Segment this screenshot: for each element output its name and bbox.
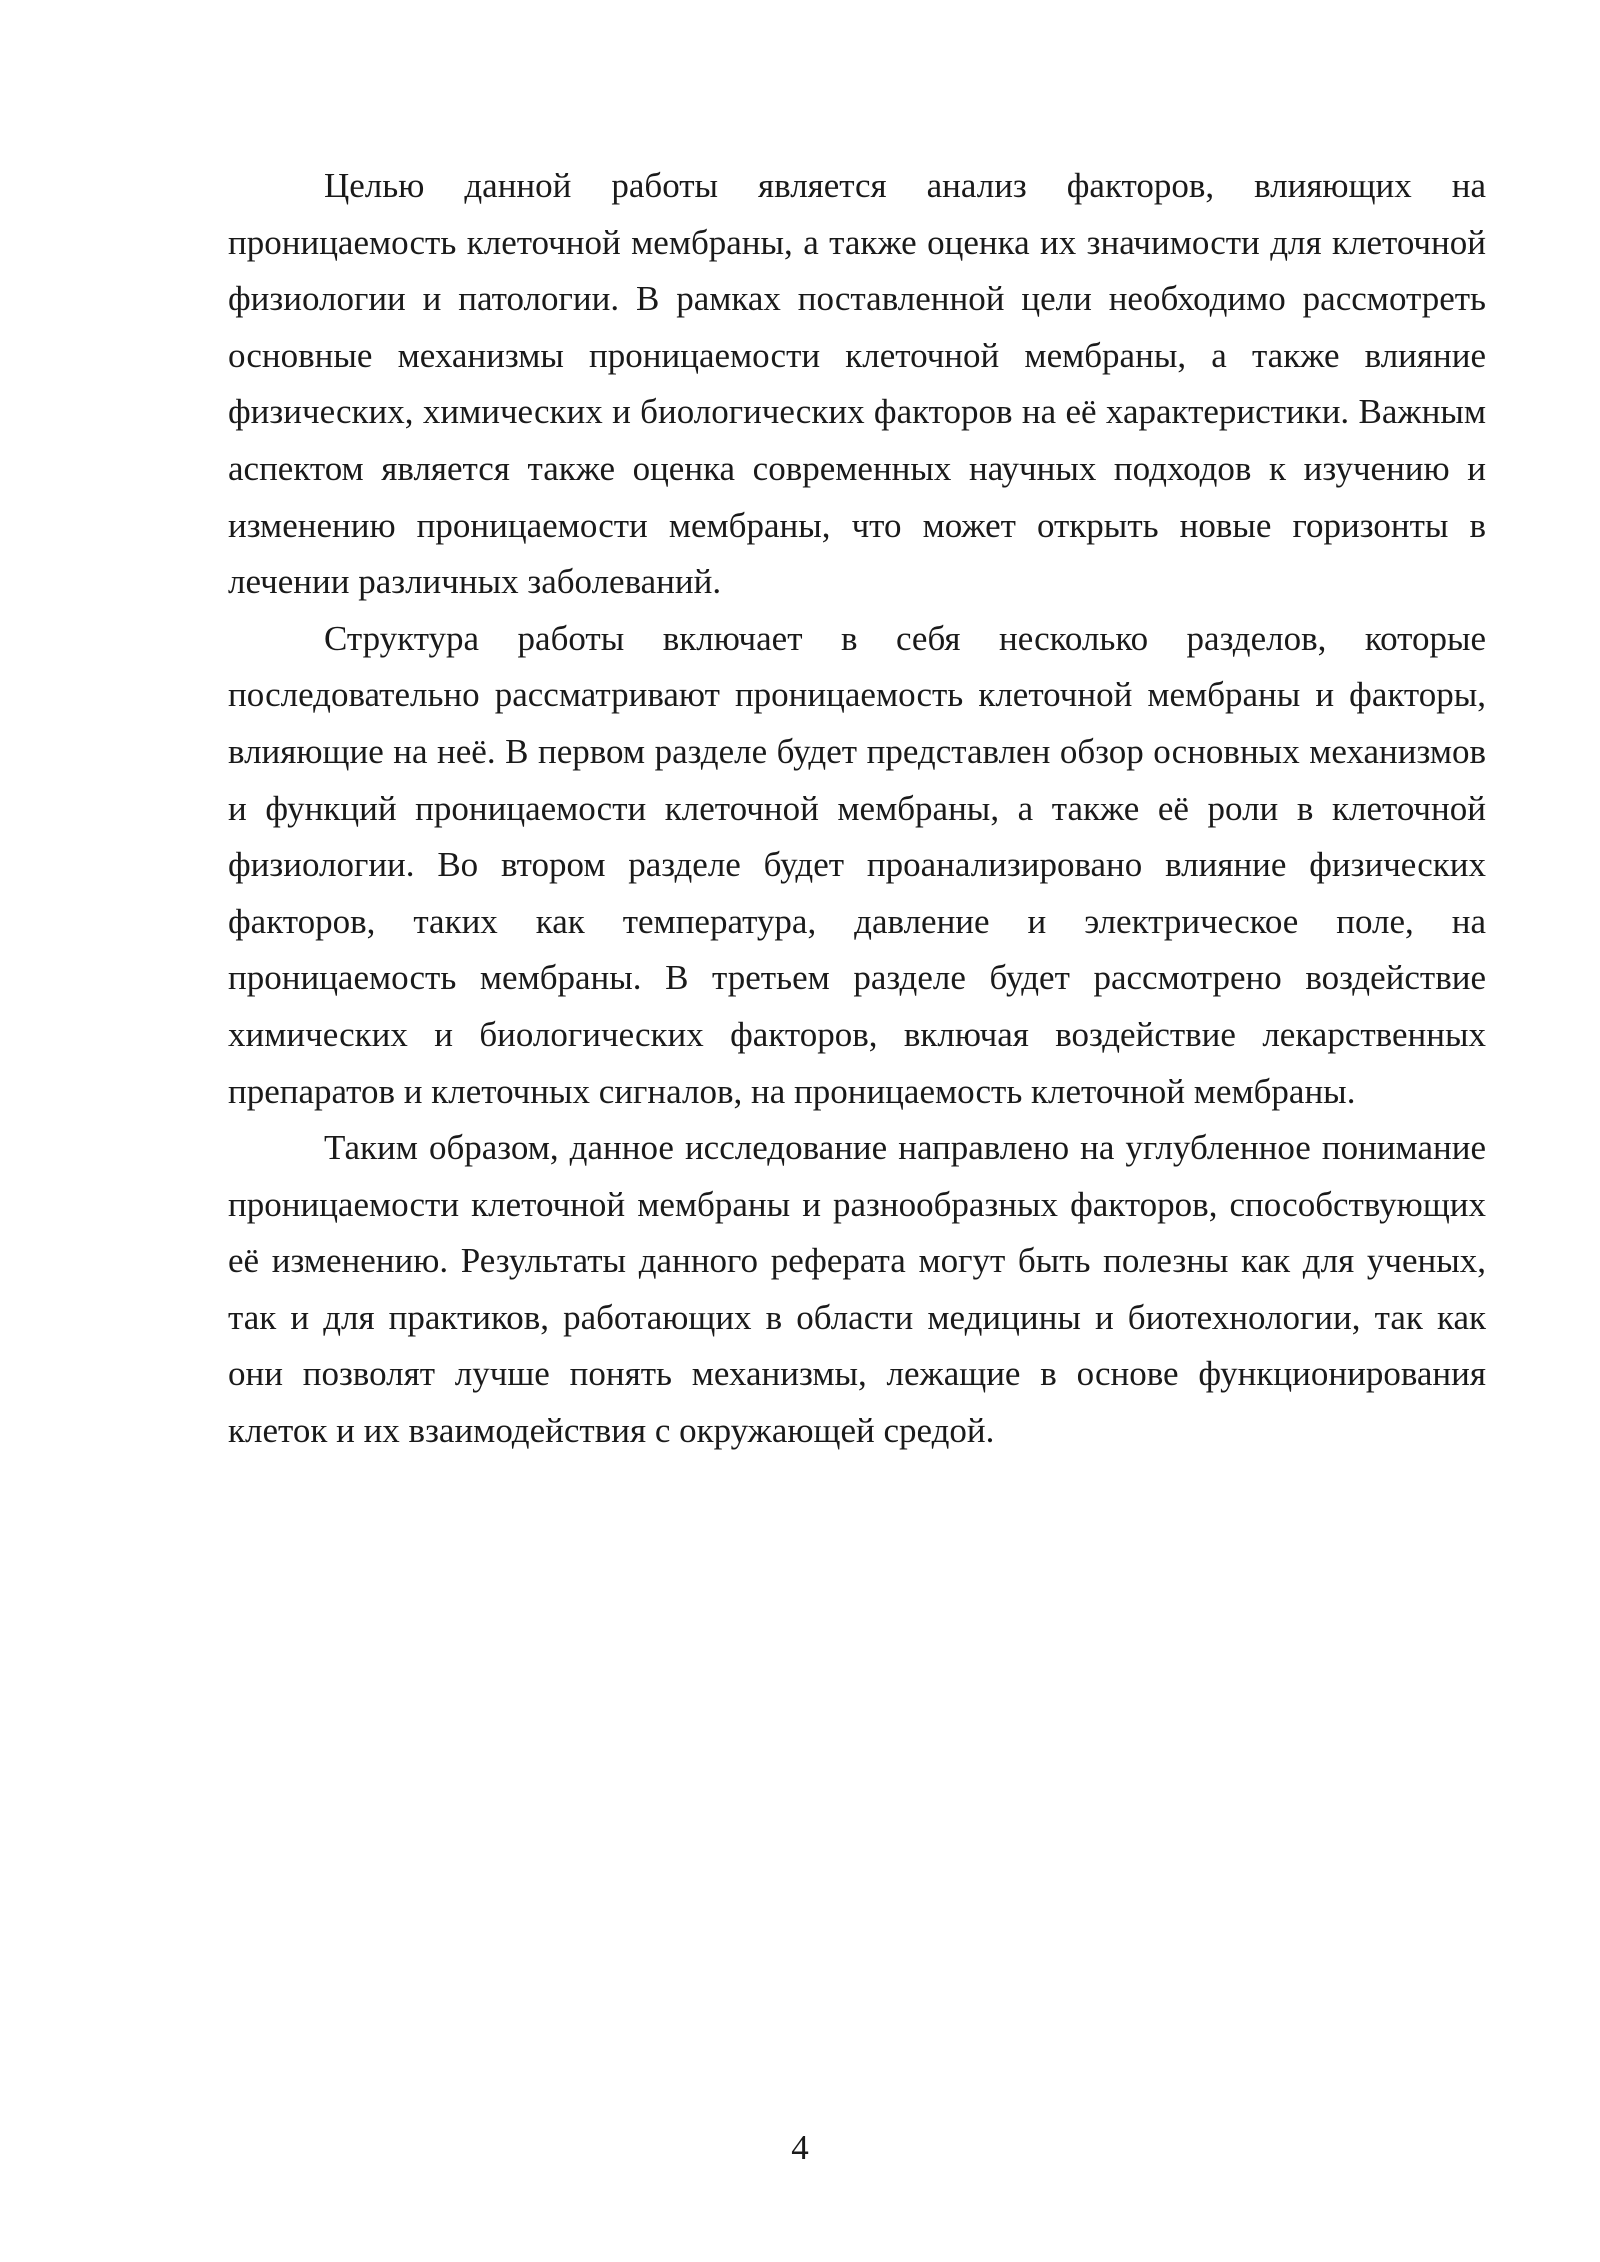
paragraph-goal: Целью данной работы является анализ факторов, влияющих на проницаемость клеточной мембраны, а также оценка их значимости для клеточной физиологии и патологии. В рамках поставленной цели необходимо рассмотреть основные механизмы проницаемости клеточной мембраны, а также влияние физических, химических и биологических факторов на её характеристики. Важным аспектом является также оценка современных научных подходов к изучению и изменению проницаемости мембраны, что может открыть новые горизонты в лечении различных заболеваний.	[228, 166, 1486, 602]
page-number: 4	[791, 2128, 809, 2167]
paragraph-conclusion: Таким образом, данное исследование направлено на углубленное понимание проницаемости клеточной мембраны и разнообразных факторов, способствующих её изменению. Результаты данного реферата могут быть полезны как для ученых, так и для практиков, работающих в области медицины и биотехнологии, так как они позволят лучше понять механизмы, лежащие в основе функционирования клеток и их взаимодействия с окружающей средой.	[228, 1128, 1486, 1451]
paragraph-structure: Структура работы включает в себя несколько разделов, которые последовательно рассматривают проницаемость клеточной мембраны и факторы, влияющие на неё. В первом разделе будет представлен обзор основных механизмов и функций проницаемости клеточной мембраны, а также её роли в клеточной физиологии. Во втором разделе будет проанализировано влияние физических факторов, таких как температура, давление и электрическое поле, на проницаемость мембраны. В третьем разделе будет рассмотрено воздействие химических и биологических факторов, включая воздействие лекарственных препаратов и клеточных сигналов, на проницаемость клеточной мембраны.	[228, 618, 1486, 1111]
document-body	[228, 158, 1486, 1460]
